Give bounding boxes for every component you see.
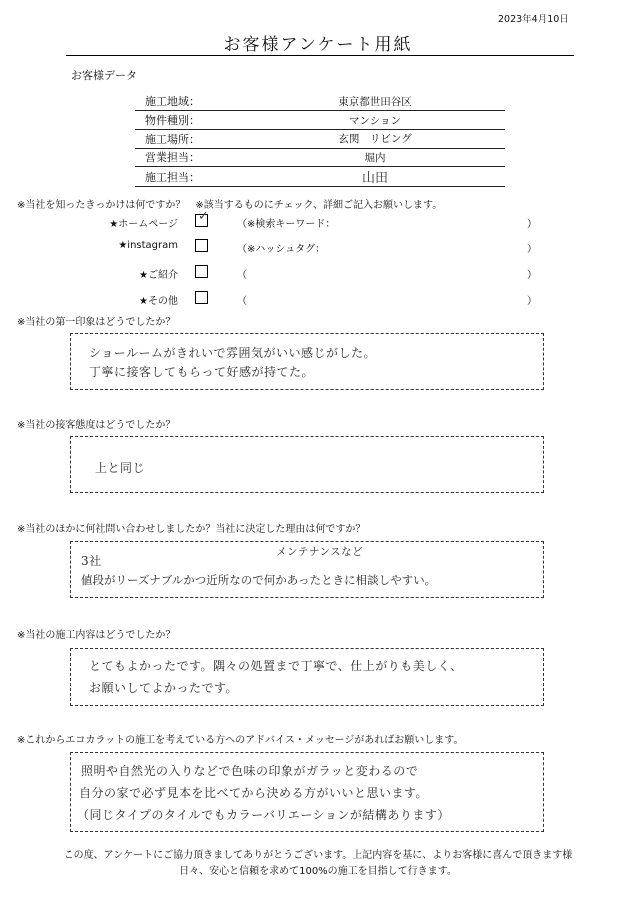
construction-staff-label: 施工担当： — [135, 167, 245, 187]
customer-data-heading: お客様データ — [71, 69, 137, 82]
checkbox-other[interactable] — [195, 291, 208, 304]
source-detail-instagram: （※ハッシュタグ： — [237, 244, 326, 255]
construction-place-value: 玄関 リビング — [245, 129, 505, 148]
source-close-paren: ） — [527, 296, 537, 307]
page-title: お客様アンケート用紙 — [223, 35, 413, 55]
answer-line: 自分の家で必ず見本を比べてから決める方がいいと思います。 — [79, 786, 429, 800]
question-service-attitude: ※当社の接客態度はどうでしたか？ — [17, 420, 176, 431]
source-close-paren: ） — [527, 270, 537, 281]
customer-data-row — [135, 148, 505, 167]
source-detail-referral: （ — [237, 270, 247, 281]
footer-line: この度、アンケートにご協力頂きましてありがとうございます。上記内容を基に、よりお客様に喜んで頂きます様 — [63, 850, 573, 861]
construction-area-label: 施工地域： — [135, 92, 245, 111]
source-label-instagram: ★instagram — [118, 240, 178, 251]
source-detail-other: （ — [237, 296, 247, 307]
answer-line: 上と同じ — [95, 461, 146, 475]
sales-staff-label: 営業担当： — [135, 148, 245, 167]
survey-date: 2023年4月10日 — [498, 14, 569, 25]
construction-area-value: 東京都世田谷区 — [245, 92, 505, 111]
answer-box-service-attitude — [70, 436, 544, 493]
question-construction-content: ※当社の施工内容はどうでしたか？ — [17, 630, 176, 641]
answer-line: （同じタイプのタイルでもカラーバリエーションが結構あります） — [77, 808, 450, 822]
answer-line: 丁寧に接客してもらって好感が持てた。 — [89, 365, 315, 379]
title-underline — [66, 55, 574, 56]
customer-data-row — [135, 111, 505, 130]
customer-data-row — [135, 92, 505, 111]
source-close-paren: ） — [527, 244, 537, 255]
answer-line: とてもよかったです。隅々の処置まで丁寧で、仕上がりも美しく、 — [89, 659, 463, 673]
answer-line: 3社 — [81, 554, 102, 568]
source-label-referral: ★ご紹介 — [139, 270, 178, 281]
construction-staff-value: 山田 — [245, 167, 505, 187]
sales-staff-value: 堀内 — [245, 148, 505, 167]
answer-line: 値段がリーズナブルかつ近所なので何かあったときに相談しやすい。 — [81, 573, 437, 587]
checkbox-referral[interactable] — [195, 265, 208, 278]
construction-place-label: 施工場所： — [135, 129, 245, 148]
footer-line: 日々、安心と信頼を求めて100%の施工を目指して行きます。 — [179, 866, 457, 877]
source-close-paren: ） — [527, 219, 537, 230]
answer-line: お願いしてよかったです。 — [89, 681, 239, 695]
source-label-homepage: ★ホームページ — [109, 219, 178, 230]
question-advice: ※これからエコカラットの施工を考えている方へのアドバイス・メッセージがあればお願いします。 — [17, 735, 464, 746]
question-first-impression: ※当社の第一印象はどうでしたか？ — [17, 317, 176, 328]
property-type-label: 物件種別： — [135, 111, 245, 130]
customer-data-row — [135, 129, 505, 148]
customer-data-row — [135, 167, 505, 187]
question-source: ※当社を知ったきっかけは何ですか？ ※該当するものにチェック、詳細ご記入お願いします。 — [17, 200, 443, 211]
answer-note: メンテナンスなど — [276, 546, 364, 558]
answer-line: 照明や自然光の入りなどで色味の印象がガラッと変わるので — [81, 764, 419, 778]
checkbox-instagram[interactable] — [195, 239, 208, 252]
property-type-value: マンション — [245, 111, 505, 130]
source-label-other: ★その他 — [139, 296, 178, 307]
checkbox-homepage[interactable] — [195, 209, 209, 227]
check-mark-icon: ✓ — [198, 209, 209, 224]
customer-data-table — [135, 92, 505, 187]
answer-box-advice — [70, 752, 544, 832]
source-detail-homepage: （※検索キーワード： — [237, 219, 336, 230]
answer-box-other-companies — [70, 541, 544, 598]
answer-box-first-impression — [70, 333, 544, 390]
answer-box-construction-content — [70, 648, 544, 706]
question-other-companies: ※当社のほかに何社問い合わせしましたか？当社に決定した理由は何ですか？ — [17, 524, 366, 535]
answer-line: ショールームがきれいで雰囲気がいい感じがした。 — [89, 346, 377, 360]
